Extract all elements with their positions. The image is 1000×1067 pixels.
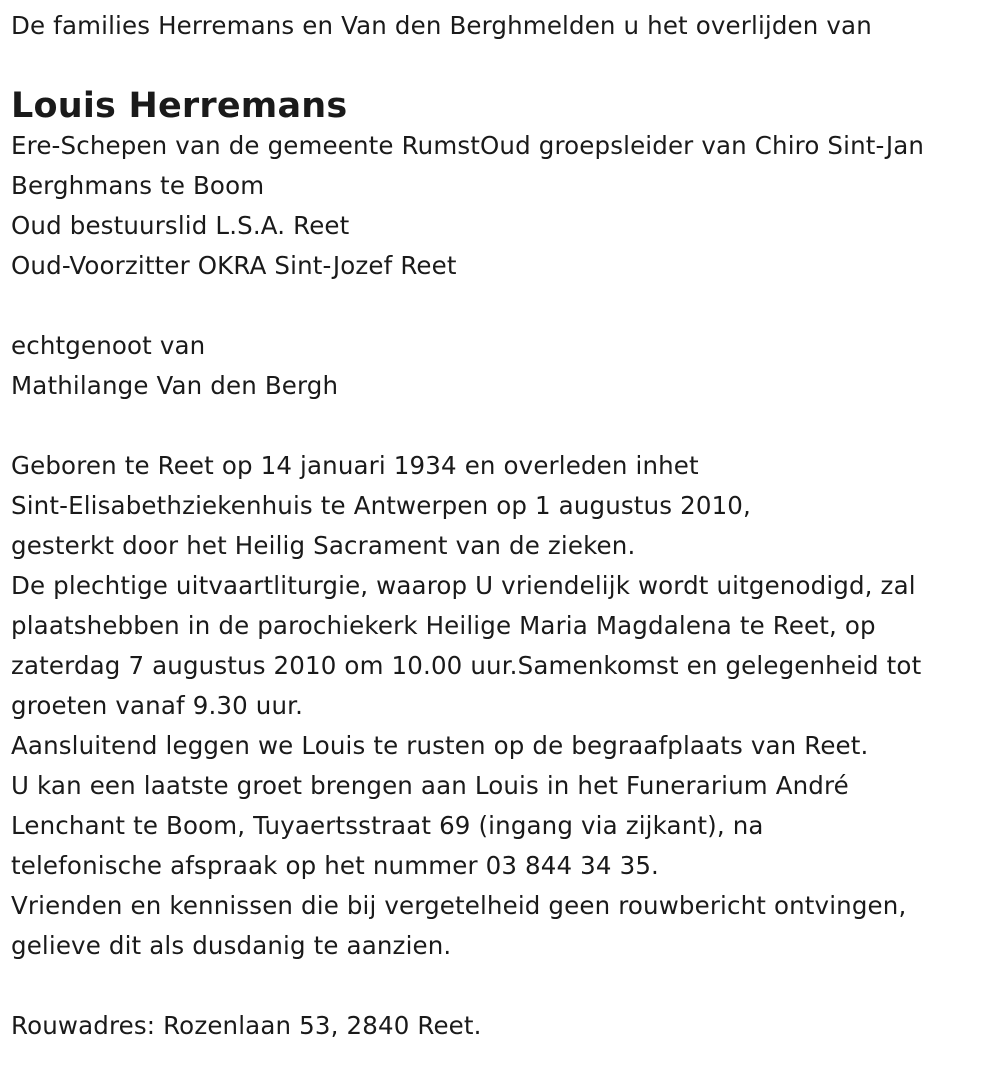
title-line: Oud-Voorzitter OKRA Sint-Jozef Reet [11, 251, 457, 280]
spacer [11, 966, 996, 1006]
body-line: plaatshebben in de parochiekerk Heilige Maria Magdalena te Reet, op [11, 611, 876, 640]
spouse-block [11, 326, 996, 406]
title-line: Berghmans te Boom [11, 171, 265, 200]
notice-intro: De families Herremans en Van den Berghmelden u het overlijden van [11, 11, 872, 40]
body-line: gesterkt door het Heilig Sacrament van de zieken. [11, 531, 636, 560]
deceased-name: Louis Herremans [11, 86, 348, 126]
body-line: Sint-Elisabethziekenhuis te Antwerpen op 1 augustus 2010, [11, 491, 751, 520]
body-line: U kan een laatste groet brengen aan Louis in het Funerarium André [11, 771, 849, 800]
body-line: zaterdag 7 augustus 2010 om 10.00 uur.Samenkomst en gelegenheid tot [11, 651, 922, 680]
spacer [11, 406, 996, 446]
spouse-name: Mathilange Van den Bergh [11, 371, 339, 400]
title-line: Oud bestuurslid L.S.A. Reet [11, 211, 350, 240]
spouse-label: echtgenoot van [11, 331, 206, 360]
body-line: groeten vanaf 9.30 uur. [11, 691, 304, 720]
body-line: Lenchant te Boom, Tuyaertsstraat 69 (ingang via zijkant), na [11, 811, 764, 840]
body-line: Geboren te Reet op 14 januari 1934 en overleden inhet [11, 451, 699, 480]
body-line: gelieve dit als dusdanig te aanzien. [11, 931, 452, 960]
title-line: Ere-Schepen van de gemeente RumstOud groepsleider van Chiro Sint-Jan [11, 131, 925, 160]
titles-block [11, 126, 996, 286]
death-notice [11, 6, 996, 1046]
body-line: De plechtige uitvaartliturgie, waarop U vriendelijk wordt uitgenodigd, zal [11, 571, 916, 600]
body-block [11, 446, 996, 966]
body-line: telefonische afspraak op het nummer 03 844 34 35. [11, 851, 659, 880]
body-line: Aansluitend leggen we Louis te rusten op de begraafplaats van Reet. [11, 731, 869, 760]
body-line: Vrienden en kennissen die bij vergetelheid geen rouwbericht ontvingen, [11, 891, 907, 920]
mourning-address: Rouwadres: Rozenlaan 53, 2840 Reet. [11, 1011, 482, 1040]
spacer [11, 286, 996, 326]
